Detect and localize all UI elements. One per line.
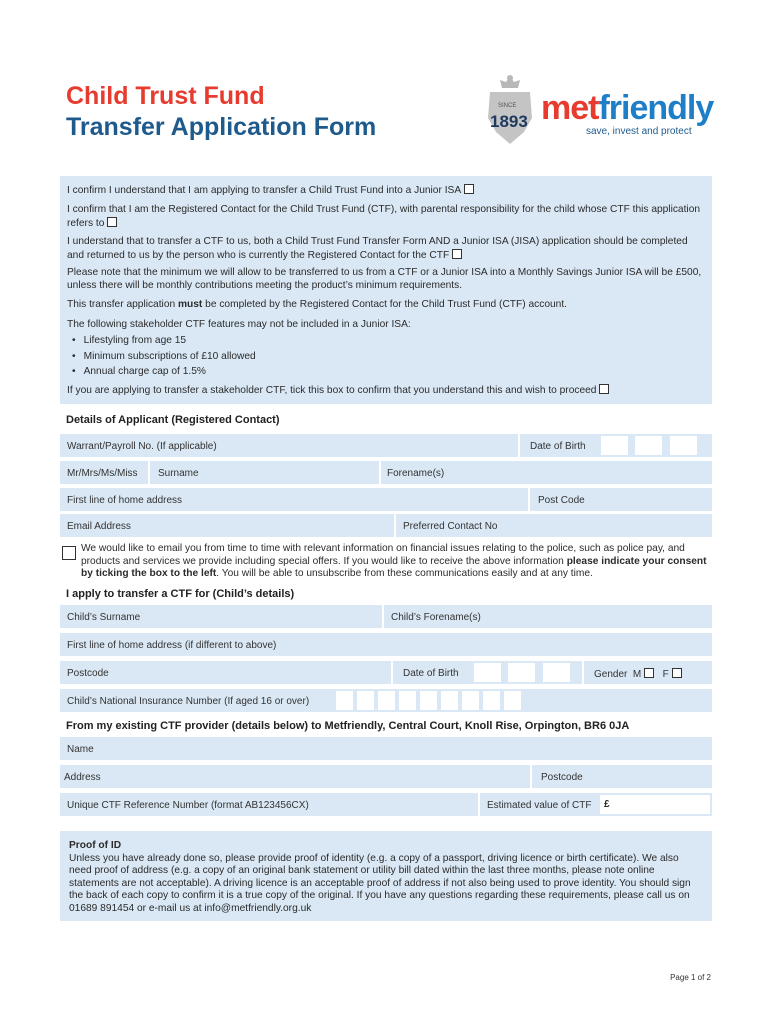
ni-char-input[interactable] <box>378 691 395 710</box>
provider-address-label[interactable]: Address <box>64 772 101 783</box>
divider <box>478 793 480 816</box>
intro-p2 <box>67 204 704 230</box>
title-line-2: Transfer Application Form <box>66 113 377 141</box>
crown-shield-icon <box>484 74 536 146</box>
applicant-heading: Details of Applicant (Registered Contact) <box>66 414 280 426</box>
ni-char-input[interactable] <box>336 691 353 710</box>
postcode-label[interactable]: Post Code <box>538 495 585 506</box>
gender-f-checkbox[interactable] <box>672 668 682 678</box>
child-row-1 <box>60 605 712 628</box>
intro-p3 <box>67 236 704 262</box>
intro-p3-text: I understand that to transfer a CTF to us, both a Child Trust Fund Transfer Form AND a Junior ISA (JISA) application should be completed and returned to us by the person who is currently the Registered Contact for the CTF <box>67 236 688 261</box>
divider <box>379 461 381 484</box>
ctf-value-label: Estimated value of CTF <box>487 800 592 811</box>
applicant-row-3 <box>60 488 712 511</box>
provider-row-3 <box>60 793 712 816</box>
dob-year-input[interactable] <box>670 436 697 455</box>
intro-checkbox-4[interactable] <box>599 384 609 394</box>
title-label: Mr/Mrs/Ms/Miss <box>67 468 138 479</box>
provider-postcode-label[interactable]: Postcode <box>541 772 583 783</box>
list-item: • Minimum subscriptions of £10 allowed <box>72 349 256 365</box>
ctf-features-list <box>72 333 256 380</box>
intro-checkbox-1[interactable] <box>464 184 474 194</box>
intro-p7 <box>67 384 704 398</box>
gender-f-label: F <box>662 669 669 680</box>
divider <box>528 488 530 511</box>
child-postcode-label[interactable]: Postcode <box>67 668 109 679</box>
gender-group <box>594 668 682 680</box>
dob-day-input[interactable] <box>601 436 628 455</box>
child-ni-label: Child’s National Insurance Number (If aged 16 or over) <box>67 696 310 707</box>
child-dob-year-input[interactable] <box>543 663 570 682</box>
consent-checkbox[interactable] <box>62 546 76 560</box>
intro-p6: The following stakeholder CTF features may not be included in a Junior ISA: <box>67 319 411 330</box>
divider <box>391 661 393 684</box>
child-heading: I apply to transfer a CTF for (Child’s details) <box>66 588 295 600</box>
title-line-1: Child Trust Fund <box>66 82 265 110</box>
warrant-label: Warrant/Payroll No. (If applicable) <box>67 441 217 452</box>
intro-p5-pre: This transfer application <box>67 299 178 310</box>
provider-row-1 <box>60 737 712 760</box>
divider <box>394 514 396 537</box>
contact-label[interactable]: Preferred Contact No <box>403 521 498 532</box>
intro-checkbox-2[interactable] <box>107 217 117 227</box>
intro-p2-text: I confirm that I am the Registered Contact for the Child Trust Fund (CTF), with parental responsibility for the child whose CTF this application refers to <box>67 204 701 229</box>
intro-p1 <box>67 184 704 198</box>
consent-text-pre: We would like to email you from time to time with relevant information on financial issues relating to the police, such as police pay, and products and services we provide including special offers. If you would like to receive the above information <box>81 543 685 567</box>
proof-body: Unless you have already done so, please provide proof of identity (e.g. a copy of a passport, driving licence or birth certificate). We also need proof of address (e.g. a copy of an original bank statement or utility bill dated within the last three months, please note online statements are not acceptable). A driving licence is an acceptable proof of address if not also being used to prove identity. You should sign the back of each copy to confirm it is a true copy of the original. If you have any questions regarding these requirements, please call us on 01689 891454 or e-mail us at info@metfriendly.org.uk <box>69 853 691 914</box>
logo-since: SINCE <box>498 103 517 109</box>
intro-p5-bold: must <box>177 299 203 310</box>
page-number: Page 1 of 2 <box>670 973 711 982</box>
intro-p1-text: I confirm I understand that I am applying to transfer a Child Trust Fund into a Junior ISA <box>67 185 462 196</box>
ni-char-input[interactable] <box>483 691 500 710</box>
currency-symbol: £ <box>604 799 610 810</box>
consent-text <box>81 543 713 581</box>
forename-label[interactable]: Forename(s) <box>387 468 445 479</box>
email-label[interactable]: Email Address <box>67 521 131 532</box>
provider-heading: From my existing CTF provider (details below) to Metfriendly, Central Court, Knoll Rise, Orpington, BR6 0JA <box>66 720 630 732</box>
dob-month-input[interactable] <box>635 436 662 455</box>
provider-name-label[interactable]: Name <box>67 744 94 755</box>
child-surname-label[interactable]: Child’s Surname <box>67 612 141 623</box>
logo-wordmark <box>541 91 713 125</box>
gender-label: Gender <box>594 669 628 680</box>
divider <box>382 605 384 628</box>
list-item: • Lifestyling from age 15 <box>72 333 256 349</box>
surname-label[interactable]: Surname <box>158 468 199 479</box>
child-dob-month-input[interactable] <box>508 663 535 682</box>
intro-p4: Please note that the minimum we will allow to be transferred to us from a CTF or a Junior ISA into a Monthly Savings Junior ISA will be £500, unless there will be monthly contributions meeting the product’s minimum requirements. <box>67 267 702 291</box>
ni-char-input[interactable] <box>441 691 458 710</box>
applicant-row-1 <box>60 434 712 457</box>
applicant-row-4 <box>60 514 712 537</box>
gender-m-checkbox[interactable] <box>644 668 654 678</box>
divider <box>582 661 584 684</box>
logo-met: met <box>541 89 599 127</box>
divider <box>148 461 150 484</box>
consent-text-bold: please indicate your consent by ticking the box to the left <box>81 555 707 579</box>
child-address-label[interactable]: First line of home address (if different to above) <box>67 640 277 651</box>
child-row-2 <box>60 633 712 656</box>
child-dob-label: Date of Birth <box>403 668 459 679</box>
proof-of-id-panel <box>60 831 712 921</box>
ctf-value-input[interactable] <box>600 795 710 814</box>
ni-char-input[interactable] <box>504 691 521 710</box>
intro-panel <box>60 176 712 404</box>
logo-year: 1893 <box>490 112 528 131</box>
consent-text-post: . You will be able to unsubscribe from these communications easily and at any time. <box>216 568 593 579</box>
divider <box>530 765 532 788</box>
address-label[interactable]: First line of home address <box>67 495 183 506</box>
ni-char-input[interactable] <box>420 691 437 710</box>
list-item: • Annual charge cap of 1.5% <box>72 364 256 380</box>
ctf-ref-label[interactable]: Unique CTF Reference Number (format AB123456CX) <box>67 800 309 811</box>
ni-char-input[interactable] <box>357 691 374 710</box>
child-dob-day-input[interactable] <box>474 663 501 682</box>
child-row-4 <box>60 689 712 712</box>
proof-title: Proof of ID <box>69 840 122 851</box>
intro-p7-text: If you are applying to transfer a stakeholder CTF, tick this box to confirm that you understand this and wish to proceed <box>67 385 597 396</box>
divider <box>518 434 520 457</box>
logo-friendly: friendly <box>598 89 714 127</box>
gender-m-label: M <box>632 669 642 680</box>
ni-char-input[interactable] <box>399 691 416 710</box>
ni-char-input[interactable] <box>462 691 479 710</box>
intro-p5 <box>67 299 704 312</box>
child-row-3 <box>60 661 712 684</box>
intro-checkbox-3[interactable] <box>452 249 462 259</box>
provider-row-2 <box>60 765 712 788</box>
applicant-row-2 <box>60 461 712 484</box>
child-forename-label[interactable]: Child’s Forename(s) <box>391 612 481 623</box>
intro-p5-post: be completed by the Registered Contact for the Child Trust Fund (CTF) account. <box>202 299 567 310</box>
logo-tagline: save, invest and protect <box>586 126 692 137</box>
dob-label: Date of Birth <box>530 441 586 452</box>
